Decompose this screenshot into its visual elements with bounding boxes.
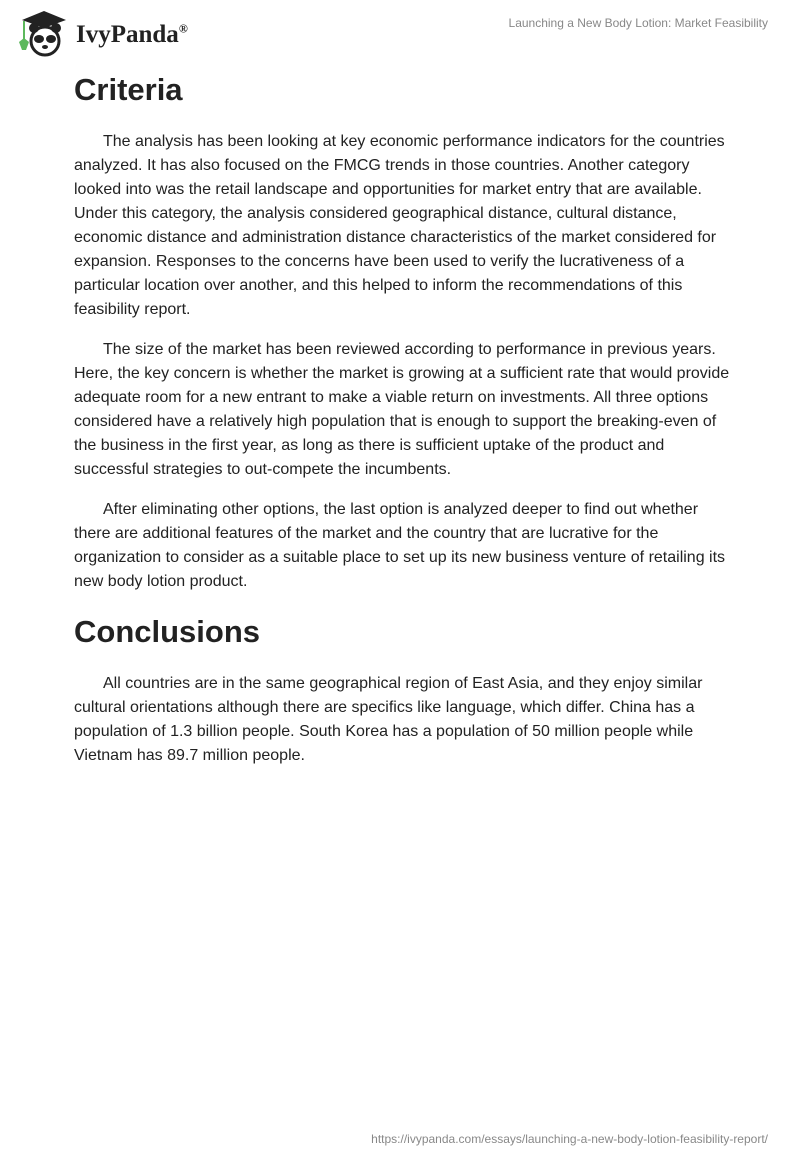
paragraph: The analysis has been looking at key economic performance indicators for the countries analyzed. It has also focused on the FMCG trends in those countries. Another category looked into was the retail landscape and opportunities for market entry that are available. Under this category, the analysis considered geographical distance, cultural distance, economic distance and administration distance characteristics of the market considered for expansion. Responses to the concerns have been used to verify the lucrativeness of a particular location over another, and this helped to inform the recommendations of this feasibility report. <box>74 133 725 318</box>
section-heading-criteria: Criteria <box>74 72 183 107</box>
document-body <box>74 72 734 784</box>
section-heading-conclusions: Conclusions <box>74 614 261 649</box>
logo-text: IvyPanda® <box>76 21 188 48</box>
source-url[interactable]: https://ivypanda.com/essays/launching-a-new-body-lotion-feasibility-report/ <box>371 1132 768 1146</box>
ivypanda-logo[interactable] <box>14 8 188 58</box>
panda-graduate-icon <box>14 8 72 58</box>
paragraph: All countries are in the same geographical region of East Asia, and they enjoy similar cultural orientations although there are specifics like language, which differ. China has a population of 1.3 billion people. South Korea has a population of 50 million people while Vietnam has 89.7 million people. <box>74 675 703 764</box>
paragraph: After eliminating other options, the last option is analyzed deeper to find out whether there are additional features of the market and the country that are lucrative for the organization to consider as a suitable place to set up its new business venture of retailing its new body lotion product. <box>74 501 726 590</box>
paragraph: The size of the market has been reviewed according to performance in previous years. Here, the key concern is whether the market is growing at a sufficient rate that would provide adequate room for a new entrant to make a viable return on investments. All three options considered have a relatively high population that is enough to support the breaking-even of the business in the first year, as long as there is sufficient uptake of the product and successful strategies to out-compete the incumbents. <box>74 341 730 478</box>
document-title: Launching a New Body Lotion: Market Feasibility <box>508 16 768 30</box>
